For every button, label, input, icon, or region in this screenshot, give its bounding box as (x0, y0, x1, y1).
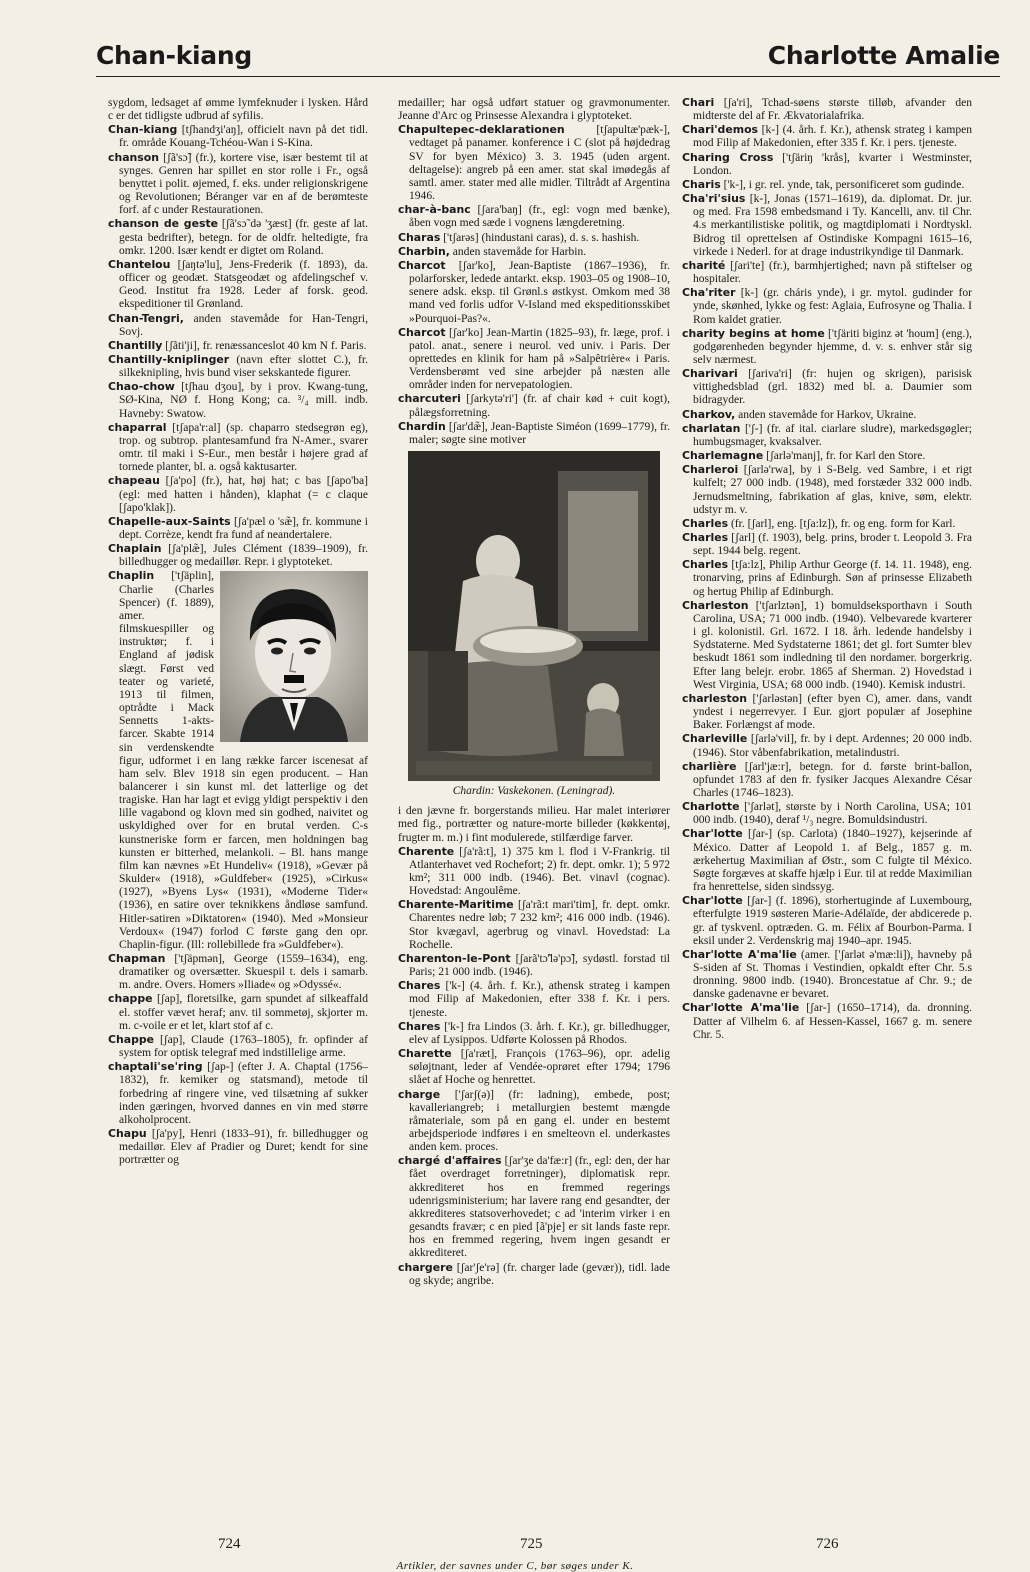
dictionary-entry (682, 599, 972, 692)
entry-text: ['tʃarlztən], 1) bomuldseksporthavn i South Carolina, USA; 71 000 indb. (1940). Velbevarede kvarterer i gl. kolonistil. Grl. 1672. I 18. årh. ledende handelsby i Sydstaterne. Med Sydstaterne 1861; det gl. fort Sumter blev beskudt 1861 som indledning til den nordamer. borgerkrig. Efter lang belejr. erobr. 1865 af Sherman. 2) Hovedstad i West Virginia, USA; 68 000 indb. (1940). Kemisk industri. (693, 599, 972, 691)
column-number-724: 724 (218, 1536, 241, 1552)
column-3 (682, 96, 972, 1416)
headword: chargé d'affaires (398, 1154, 502, 1168)
dictionary-entry (108, 1127, 368, 1167)
footer-note: Artikler, der savnes under C, bør søges under K. (396, 1560, 634, 1572)
headword: Chares (398, 979, 441, 993)
entry-text: ['tʃarəs] (hindustani caras), d. s. s. hashish. (440, 231, 640, 244)
entry-text: (navn efter slottet C.), fr. silkeknipling, hvis bund viser sekskantede figurer. (119, 353, 368, 380)
dictionary-entry (398, 392, 670, 419)
header-left-headword: Chan-kiang (96, 41, 252, 70)
entry-text: [ʃarã'tɔ̃'lə'pɔ̃], sydøstl. forstad til Paris; 21 000 indb. (1946). (409, 952, 670, 979)
dictionary-entry (398, 804, 670, 844)
entry-text: [ʃarkytə'ri'] (fr. af chair kød + cuit kogt), pålægsforretning. (409, 393, 670, 419)
entry-text: ['ʃarləstən] (efter byen C), amer. dans, vandt yndest i negerrevyer. I Eur. gjort populær af Josephine Baker. Forlængst af mode. (693, 692, 972, 732)
headword: Chaplin (108, 569, 155, 583)
headword: chanson (108, 150, 160, 164)
entry-text: [ʃar-] (1650–1714), da. dronning. Datter af Vilhelm 6. af Hessen-Kassel, 1667 g. m. senere Chr. 5. (693, 1002, 972, 1041)
dictionary-entry (398, 420, 670, 447)
chardin-figure (398, 451, 670, 798)
dictionary-entry (682, 327, 972, 367)
dictionary-entry (398, 231, 670, 245)
entry-text: sygdom, ledsaget af ømme lymfeknuder i lysken. Hård c er det tidligste udbrud af syfilis. (108, 97, 368, 123)
dictionary-entry (682, 449, 972, 463)
headword: Chapu (108, 1127, 147, 1141)
entry-text: ['tʃäpmən], George (1559–1634), eng. dramatiker og oversætter. Skuespil t. dels i samarb. m. andre. Overs. Homers »Iliade« og »Odyssé«. (119, 953, 368, 992)
headword: Charing Cross (682, 150, 774, 164)
headword: chaparral (108, 420, 167, 434)
headword: charlière (682, 759, 737, 773)
dictionary-entry (398, 1047, 670, 1087)
dictionary-entry (682, 422, 972, 449)
dictionary-entry (682, 178, 972, 192)
entry-text: ['tʃäriŋ 'krås], kvarter i Westminster, London. (693, 151, 972, 177)
headword: Charette (398, 1047, 452, 1061)
entry-text: [ʃa'ri], Tchad-søens største tilløb, afvander den midterste del af Fr. Ækvatorialafrika. (693, 97, 972, 123)
dictionary-entry (108, 380, 368, 420)
dictionary-entry (398, 1261, 670, 1288)
column-number-726: 726 (816, 1536, 839, 1552)
entry-text: [ʃar-] (f. 1896), storhertuginde af Luxembourg, efterfulgte 1919 søsteren Marie-Adélaïde, der abdicerede p. gr. af tyskvenl. optræden. G. m. Félix af Bourbon-Parma. I eksil under 2. Verdenskrig maj 1940–apr. 1945. (693, 895, 972, 947)
headword: Charente (398, 844, 455, 858)
entry-text: [ʃar'ʃe'rə] (fr. charger lade (gevær)), tidl. lade og skyde; angribe. (409, 1261, 670, 1287)
dictionary-entry (682, 827, 972, 894)
dictionary-entry (398, 123, 670, 203)
dictionary-entry (682, 259, 972, 286)
dictionary-entry (682, 732, 972, 759)
headword: Chapman (108, 952, 166, 965)
entry-text: ['ʃ-] (fr. af ital. ciarlare sludre), markedsgøgler; humbugsmager, kvaksalver. (693, 422, 972, 448)
headword: Chapelle-aux-Saints (108, 514, 231, 528)
entry-text: [ʃarlə'rwa], by i S-Belg. ved Sambre, i et rigt kulfelt; 27 000 indb. (1948), med forstæder 332 000 indb. Jernudsmeltning, fabrikation af glas, knive, søm, elektr. udstyr m. v. (693, 464, 972, 516)
headword: Cha'ri'sius (682, 192, 746, 206)
entry-text: [ʃar-] (sp. Carlota) (1840–1927), kejserinde af México. Datter af Leopold 1. af Belg., 1857 g. m. ærkehertug Maximilian af Østr., som C fulgte til México. Søgte forgæves at skaffe hjælp i Eur. til at redde Maximilian fra henrettelse, siden sindssyg. (693, 828, 972, 894)
entry-text: [ʃar'ko], Jean-Baptiste (1867–1936), fr. polarforsker, ledede antarkt. eksp. 1903–05 og 1908–10, senere adsk. eksp. til Grønl.s østkyst. Omkom med 38 mand ved forlis udfor V-Island med ekspeditionsskibet »Pourquoi-Pas?«. (409, 259, 670, 325)
entry-text: (fr. [ʃarl], eng. [tʃa:lz]), fr. og eng. form for Karl. (728, 517, 956, 530)
dictionary-entry (108, 217, 368, 257)
dictionary-entry (108, 353, 368, 380)
dictionary-entry (682, 558, 972, 598)
headword: Chan-Tengri, (108, 311, 184, 325)
entry-text: anden stavemåde for Han-Tengri, Sovj. (119, 312, 368, 338)
headword: Cha'riter (682, 286, 736, 300)
dictionary-entry (108, 952, 368, 992)
headword: Chari'demos (682, 123, 759, 137)
dictionary-entry (108, 96, 368, 123)
dictionary-entry (682, 408, 972, 422)
entry-text: ['ʃarlət], største by i North Carolina, USA; 101 000 indb. (1940), deraf ¹/₃ negre. Bomuldsindustri. (693, 801, 972, 827)
entry-text: [tʃhandʒi'aŋ], officielt navn på det tidl. fr. område Kouang-Tchéou-Wan i S-Kina. (119, 124, 368, 150)
dictionary-entry (108, 1060, 368, 1127)
entry-text: [tʃhau dʒou], by i prov. Kwang-tung, SØ-Kina, NØ f. Hong Kong; ca. ³/₄ mill. indb. Havneby: Swatow. (119, 381, 368, 420)
headword: Char'lotte A'ma'lie (682, 1001, 800, 1015)
entry-text: [ʃarlə'vil], fr. by i dept. Ardennes; 20 000 indb. (1946). Stor våbenfabrikation, metalindustri. (693, 733, 972, 759)
dictionary-entry (108, 992, 368, 1032)
dictionary-entry (108, 312, 368, 339)
headword: Charkov, (682, 407, 736, 421)
header-right-headword: Charlotte Amalie (767, 41, 1000, 70)
entry-text: [ʃa'rã:t mari'tim], fr. dept. omkr. Charentes nedre løb; 7 232 km²; 416 000 indb. (1946). Stor kvægavl, agerbrug og vinavl. Hovedstad: La Rochelle. (409, 899, 670, 951)
dictionary-entry (398, 952, 670, 979)
dictionary-entry (682, 192, 972, 259)
entry-text: medailler; har også udført statuer og gravmonumenter. Jeanne d'Arc og Prinsesse Alexandra i glyptoteket. (398, 97, 670, 123)
headword: Chares (398, 1019, 441, 1033)
dictionary-entry (682, 800, 972, 827)
entry-text: ['k-], i gr. rel. ynde, tak, personificeret som gudinde. (720, 178, 965, 191)
dictionary-entry (108, 1033, 368, 1060)
entry-text: [ʃarl'jæ:r], betegn. for d. første brint-ballon, opfundet 1783 af den fr. fysiker Jacques Alexandre César Charles (1746–1823). (693, 760, 972, 799)
headword: Charleville (682, 732, 748, 746)
dictionary-entry (398, 979, 670, 1019)
entry-text: ['ʃarʃ(ə)] (fr: ladning), embede, post; kavalleriangreb; i metallurgien bestemt mængde råmateriale, som på en gang el. under en bestemt arbejdsperiode indføres i en smelteovn el. underkastes anden kem. proces. (409, 1088, 670, 1154)
headword: Charlotte (682, 800, 740, 814)
dictionary-entry (682, 948, 972, 1002)
dictionary-entry (398, 203, 670, 230)
headword: charité (682, 258, 726, 272)
running-header (96, 28, 1000, 77)
entry-text: [ʃãti'ji], fr. renæssanceslot 40 km N f. Paris. (162, 339, 367, 352)
headword: Charleston (682, 598, 749, 612)
entry-text: [ʃã'sɔ̃ də 'ʒæst] (fr. geste af lat. gesta bedrifter), betegn. for de oldfr. heltedigte, fra omkr. 1200. Især kendt er digtet om Roland. (119, 218, 368, 257)
headword: charge (398, 1087, 441, 1101)
entry-text: [ʃa'rã:t], 1) 375 km l. flod i V-Frankrig. til Atlanterhavet ved Rochefort; 2) fr. dept. omkr. 1); 5 972 km²; 311 000 indb. (1946). Bet. vinavl (cognac). Hovedstad: Angoulême. (409, 845, 670, 898)
dictionary-entry (398, 1154, 670, 1260)
headword: charity begins at home (682, 326, 825, 340)
entry-text: [ʃar'ko] Jean-Martin (1825–93), fr. læge, prof. i patol. anat., senere i neurol. ved univ. i Paris. Der oprettedes en klinik for ham på »Salpêtrière« i Paris. Verdensberømt ved sine arbejder på næsten alle områder inden for nervepatologien. (409, 326, 670, 392)
entry-text: [k-] (4. årh. f. Kr.), athensk strateg i kampen mod Filip af Makedonien, efter 335 f. Kr. i pers. tjeneste. (693, 124, 972, 150)
dictionary-entry (108, 421, 368, 475)
headword: Chari (682, 96, 715, 109)
headword: Charcot (398, 258, 446, 272)
dictionary-entry (682, 517, 972, 531)
dictionary-entry (398, 245, 670, 259)
entry-text: [ʃar'dæ̃], Jean-Baptiste Siméon (1699–1779), fr. maler; søgte sine motiver (409, 420, 670, 446)
headword: Charivari (682, 367, 738, 381)
dictionary-entry (682, 151, 972, 178)
dictionary-entry (398, 259, 670, 326)
headword: chapeau (108, 474, 160, 488)
column-2 (398, 96, 670, 1416)
dictionary-entry (108, 258, 368, 312)
dictionary-entry (398, 326, 670, 393)
entry-text: [ʃa'py], Henri (1833–91), fr. billedhugger og medaillør. Elev af Pradier og Duret; kendt for sine portrætter og (119, 1128, 368, 1167)
dictionary-entry (108, 123, 368, 150)
headword: Char'lotte (682, 827, 743, 841)
dictionary-entry (682, 463, 972, 517)
headword: Charcot (398, 325, 446, 339)
figure-caption: Chardin: Vaskekonen. (Leningrad). (452, 785, 616, 798)
headword: Char'lotte (682, 894, 743, 908)
entry-text: [ʃa'plæ̃], Jules Clément (1839–1909), fr. billedhugger og medaillør. Repr. i glyptoteket. (119, 543, 368, 569)
chaplin-portrait-image (220, 571, 368, 742)
entry-text: anden stavemåde for Harbin. (449, 245, 587, 258)
entry-text: [ʃar'ʒe da'fæ:r] (fr., egl: den, der har fået overdraget forretninger), diplomatisk repr. akkrediteret hos en fremmed regerings udenrigsministerium; har lavere rang end gesandter, der akkrediteres statsoverhovedet; c ad 'interim virker i en gesandts fravær; c en pied [ã'pje] er sit lands faste repr. hos en fremmed regering, hvem ingen gesandt er akkrediteret. (409, 1155, 670, 1260)
dictionary-entry (108, 542, 368, 569)
entry-text: ['tʃäriti biginz ət 'houm] (eng.), godgørenheden begynder hjemme, d. v. s. enhver står sig selv nærmest. (693, 327, 972, 366)
entry-text: ['tʃäplin], Charlie (Charles Spencer) (f. 1889), amer. filmskuespiller og instruktør; f. i England af jødisk slægt. Først ved teater og varieté, 1913 til filmen, optrådte i Mack Sennetts 1-akts-farcer. Skabte 1914 sin verdenskendte figur, udformet i en lang række farcer iscenesat af ham selv. Blev 1918 sin egen producent. – Han balancerer i sin kunst ml. det latterlige og det tragiske. Han har lagt et evigg yldigt perspektiv i den lille vagabond og klovn med sin godhed, naivitet og uskyldighed over for en brutal verden. C-s kunstneriske form er farcen, men holdningen bag kunsten er bitterhed, melankoli. – Bl. hans mange film kan nævnes »Et Hundeliv« (1918), »Gevær på Skulder« (1918), »Guldfeber« (1925), »Cirkus« (1927), »Byens Lys« (1931), «Moderne Tider« (1936), en satire over teknikkens åndløse samfund. Hitler-satiren »Diktatoren« (1940). Med »Monsieur Verdoux« (1947) forlod C første gang den opr. Chaplin-figur. (Ill: rollebillede fra »Guldfeber«). (119, 570, 368, 951)
headword: Charles (682, 558, 729, 572)
headword: Chao-chow (108, 380, 175, 394)
entry-text: [ʃari'te] (fr.), barmhjertighed; navn på stiftelser og hospitaler. (693, 259, 972, 286)
dictionary-entry (682, 1001, 972, 1041)
entry-text: [ʃarlə'manj], fr. for Karl den Store. (763, 450, 926, 463)
headword: Chantilly (108, 338, 163, 352)
headword: Charles (682, 516, 729, 530)
headword: charlatan (682, 421, 741, 435)
headword: chappe (108, 992, 153, 1006)
dictionary-entry (682, 286, 972, 326)
headword: Charis (682, 177, 721, 191)
dictionary-entry (398, 1020, 670, 1047)
dictionary-entry (108, 515, 368, 542)
headword: Chaplain (108, 542, 162, 556)
headword: charleston (682, 691, 747, 705)
entry-text: [ʃaŋtə'lu], Jens-Frederik (f. 1893), da. officer og geodæt. Statsgeodæt og afdelingschef v. Geod. Institut fra 1928. Leder af forsk. geod. ekspeditioner til Grønland. (119, 258, 368, 311)
headword: chanson de geste (108, 217, 219, 231)
entry-text: [tʃa:lz], Philip Arthur George (f. 14. 11. 1948), eng. tronarving, prins af Edinburgh. Søn af prinsesse Elizabeth og hertug Philip af Edinburgh. (693, 559, 972, 598)
headword: char-à-banc (398, 203, 471, 217)
entry-text: [tʃapultæ'pæk-], vedtaget på panamer. konference i C (slot på højdedrag SV for byen México) 3. 3. 1945 (uden argent. deltagelse): angreb på een amer. stat skal imødegås af samtl. amer. stater med alle midler. Tiltrådt af Argentina 1946. (409, 124, 670, 203)
headword: Charenton-le-Pont (398, 951, 511, 965)
dictionary-entry (398, 96, 670, 123)
entry-text: [k-] (gr. cháris ynde), i gr. mytol. gudinder for ynde, skønhed, lykke og fest: Aglaia, Eufrosyne og Thalia. I Rom kaldet gratier. (693, 287, 972, 326)
headword: Charleroi (682, 463, 739, 477)
headword: Chantilly-kniplinger (108, 352, 230, 366)
entry-text: [ʃariva'ri] (fr: hujen og skrigen), parisisk vittighedsblad (grl. 1832) med bl. a. Daumier som bidragyder. (693, 368, 972, 407)
headword: Chardin (398, 419, 446, 433)
dictionary-entry (682, 123, 972, 150)
entry-chaplin (108, 569, 368, 952)
headword: chargere (398, 1260, 453, 1274)
entry-text: anden stavemåde for Harkov, Ukraine. (735, 408, 917, 421)
dictionary-entry (398, 845, 670, 899)
entry-text: [ʃa'pæl o 'sæ̃], fr. kommune i dept. Corrèze, kendt fra fund af neandertalere. (119, 515, 368, 541)
dictionary-entry (398, 898, 670, 952)
headword: Charente-Maritime (398, 898, 514, 912)
dictionary-entry (682, 894, 972, 948)
entry-text: [ʃa'ræt], François (1763–96), opr. adelig søløjtnant, leder af Vendée-oprøret efter 1794; 1796 slået af Hoche og henrettet. (409, 1048, 670, 1087)
entry-text: [ʃã'sɔ̃] (fr.), kortere vise, især bestemt til at synges. Genren har spillet en stor rolle i Fr., også benyttet i polit. øjemed, f. eks. under religionskrigene og Revolutionen; Béranger var en af de berømteste forf. af c under Restaurationen. (119, 151, 368, 217)
chardin-painting-image (408, 451, 660, 781)
headword: Charlemagne (682, 449, 764, 463)
headword: Chantelou (108, 257, 171, 271)
dictionary-entry (682, 367, 972, 407)
entry-text: [ʃa'po] (fr.), hat, høj hat; c bas [ʃapo'ba] (egl: med hatten i hånden), klaphat (= c claque [ʃapo'klak]). (119, 475, 368, 514)
dictionary-entry (398, 1088, 670, 1155)
entry-text: i den jævne fr. borgerstands milieu. Har malet interiører med fig., portrætter og nature-morte billeder (køkkentøj, frugter m. m.) i fint modulerede, stilfærdige farver. (398, 805, 670, 844)
entry-text: [ʃap-] (efter J. A. Chaptal (1756–1832), fr. kemiker og statsmand), metode til forbedring af ringere vine, ved tilsætning af sukker inden gæringen, hvorved dannes en vin med større alkoholprocent. (119, 1061, 368, 1126)
entry-text: [ʃarl] (f. 1903), belg. prins, broder t. Leopold 3. Fra sept. 1944 belg. regent. (693, 532, 972, 558)
headword: Chan-kiang (108, 123, 178, 137)
dictionary-entry (108, 151, 368, 218)
headword: Char'lotte A'ma'lie (682, 947, 797, 961)
dictionary-entry (108, 339, 368, 353)
entry-text: [tʃapa'r:al] (sp. chaparro stedsegrøn eg), trop. og subtrop. plantesamfund fra N-Amer., svarer omtr. til maki i S-Eur., men består i højere grad af tornede planter, bl. a. også kaktusarter. (119, 421, 368, 474)
column-1 (108, 96, 368, 1416)
dictionary-entry (682, 692, 972, 732)
dictionary-entry (682, 96, 972, 123)
entry-text: ['k-] (4. årh. f. Kr.), athensk strateg i kampen mod Filip af Makedonien, efter 338 f. Kr. i pers. tjeneste. (409, 980, 670, 1019)
entry-text: [ʃara'baŋ] (fr., egl: vogn med bænke), åben vogn med sæde i vognens længderetning. (409, 204, 670, 230)
column-number-725: 725 (520, 1536, 543, 1552)
headword: Charas (398, 230, 441, 244)
headword: Chapultepec-deklarationen (398, 123, 565, 137)
headword: Charbin, (398, 244, 450, 258)
headword: Chappe (108, 1032, 155, 1046)
dictionary-entry (682, 531, 972, 558)
entry-text: [ʃap], floretsilke, garn spundet af silkeaffald el. stoffer vævet heraf; anv. til sommetøj, skjorter m. m. c-voile er et let, klart stof af c. (119, 993, 368, 1032)
headword: chaptali'se'ring (108, 1060, 203, 1074)
headword: charcuteri (398, 392, 461, 406)
entry-text: [ʃap], Claude (1763–1805), fr. opfinder af system for optisk telegraf med indstillelige arme. (119, 1033, 368, 1060)
entry-text: [k-], Jonas (1571–1619), da. diplomat. Dr. jur. og med. Fra 1598 embedsmand i Ty. Kancelli, anv. til Chr. 4.s merkantilistiske politik, og magtdiplomati i Nordtyskl. Bidrog til oprettelsen af Ostindiske Kompagni 1615–16, virkede i Nederl. for at drage industrikyndige til Danmark. (693, 193, 972, 258)
dictionary-entry (108, 474, 368, 514)
dictionary-entry (682, 760, 972, 800)
entry-text: ['k-] fra Lindos (3. årh. f. Kr.), gr. billedhugger, elev af Lysippos. Udførte Kolossen på Rhodos. (409, 1020, 670, 1046)
headword: Charles (682, 531, 729, 544)
entry-text: (amer. ['ʃarlət ə'mæ:li]), havneby på S-siden af St. Thomas i Vestindien, opkaldt efter Chr. 5.s dronning. 9800 indb. (1940). Broncestatue af Chr. 9.; de danske gadenavne er bevaret. (693, 948, 972, 1001)
